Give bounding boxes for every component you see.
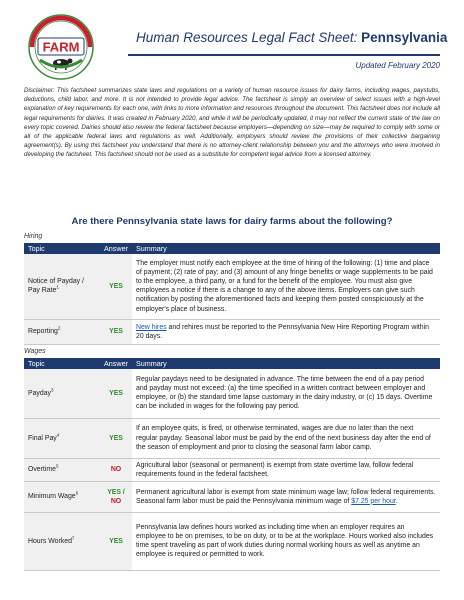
column-header-summary: Summary	[132, 358, 440, 369]
table-row	[24, 319, 440, 344]
table-row	[24, 481, 440, 512]
header-divider	[128, 54, 440, 56]
table-row	[24, 369, 440, 418]
answer-cell: YES	[100, 319, 132, 344]
summary-cell: Permanent agricultural labor is exempt from state minimum wage law; follow federal requirements. Seasonal farm labor must be paid the Pennsylvania minimum wage of $7.25 per hour.	[132, 481, 440, 512]
table-row	[24, 512, 440, 570]
column-header-topic: Topic	[24, 358, 100, 369]
column-header-summary: Summary	[132, 243, 440, 254]
topic-cell: Final Pay$^4$	[24, 418, 100, 458]
summary-cell: Agricultural labor (seasonal or permanent) is exempt from state overtime law, follow federal requirements found in the federal factsheet.	[132, 458, 440, 481]
section-label-wages: Wages	[24, 348, 46, 355]
section-heading: Are there Pennsylvania state laws for dairy farms about the following?	[71, 216, 393, 227]
page-header	[24, 14, 448, 76]
minimum-wage-link[interactable]: $7.25 per hour	[351, 497, 396, 505]
disclaimer	[24, 86, 440, 160]
new-hires-link[interactable]: New hires	[136, 323, 167, 331]
topic-cell: Hours Worked$^7$	[24, 512, 100, 570]
wages-table	[24, 358, 440, 571]
table-row	[24, 254, 440, 319]
page-title: Human Resources Legal Fact Sheet: Pennsylvania	[136, 30, 448, 45]
topic-cell: Reporting$^2$	[24, 319, 100, 344]
updated-date: Updated February 2020	[355, 61, 440, 70]
topic-cell: Minimum Wage$^6$	[24, 481, 100, 512]
answer-cell: YES	[100, 512, 132, 570]
column-header-topic: Topic	[24, 243, 100, 254]
table-header-row	[24, 358, 440, 369]
state-name: Pennsylvania	[361, 30, 448, 45]
summary-cell: Pennsylvania law defines hours worked as including time when an employer requires an employee to be on premises, to be on duty, or to be at the workplace. Hours worked also includes time spent traveling as part of work duties during normal working hours as well as anytime an employee is required or permitted to work.	[132, 512, 440, 570]
table-row	[24, 418, 440, 458]
topic-cell: Notice of Payday / Pay Rate$^1$	[24, 254, 100, 319]
answer-cell: NO	[100, 458, 132, 481]
column-header-answer: Answer	[100, 358, 132, 369]
topic-cell: Payday$^3$	[24, 369, 100, 418]
table-header-row	[24, 243, 440, 254]
hiring-table	[24, 243, 440, 345]
section-label-hiring: Hiring	[24, 233, 43, 240]
summary-cell: The employer must notify each employee at the time of hiring of the following: (1) time and place of payment; (2) rate of pay; and (3) amount of any fringe benefits or wage supplements to be paid to the employee, a third party, or a fund for the benefit of the employee. You must also give employees a notice if there is a change to any of the above items. Employers can give such notification by posting the aforementioned facts and keeping them posted conspicuously at the employer's place of business.	[132, 254, 440, 319]
answer-cell: YES	[100, 254, 132, 319]
summary-cell: Regular paydays need to be designated in advance. The time between the end of a pay period and payday must not exceed: (a) the time specified in a written contract between employer and employee, or (b) the standard time lapse customary in the dairy industry, or (c) 15 days. Overtime can be included in wages for the following pay period.	[132, 369, 440, 418]
farm-logo	[28, 14, 94, 80]
disclaimer-text: This factsheet summarizes state laws and regulations on a variety of human resource issues for dairy farms, including wages, paystubs, deductions, child labor, and more. It is not intended to provide legal advice. The factsheet is simply an overview of select issues with a high-level explanation of key requirements for each one, with links to more information and resources throughout the document. This factsheet does not include all legal requirements for dairies. It was created in February 2020, and while it will be periodically updated, it may not reflect the current state of the law on every topic covered. Dairies should also review the federal factsheet because employers—depending on size—may be required to comply with some or all of the applicable federal laws and regulations as well. Additionally, employers should review the provisions of their collective bargaining agreement(s). By using this factsheet you understand that there is no attorney-client relationship between you and the attorneys who were involved in developing the factsheet. This factsheet should not be used as a substitute for competent legal advice from a licensed attorney.	[24, 87, 440, 159]
summary-cell: New hires and rehires must be reported to the Pennsylvania New Hire Reporting Program within 20 days.	[132, 319, 440, 344]
summary-cell: If an employee quits, is fired, or otherwise terminated, wages are due no later than the next regular payday. Seasonal labor must be paid by the end of the next business day after the end of the season of employment and prior to closing the seasonal farm labor camp.	[132, 418, 440, 458]
answer-cell: YES	[100, 418, 132, 458]
table-row	[24, 458, 440, 481]
answer-cell: YES	[100, 369, 132, 418]
logo-word: FARM	[42, 39, 80, 55]
answer-cell: YES / NO	[100, 481, 132, 512]
topic-cell: Overtime$^5$	[24, 458, 100, 481]
column-header-answer: Answer	[100, 243, 132, 254]
disclaimer-label: Disclaimer:	[24, 87, 55, 94]
